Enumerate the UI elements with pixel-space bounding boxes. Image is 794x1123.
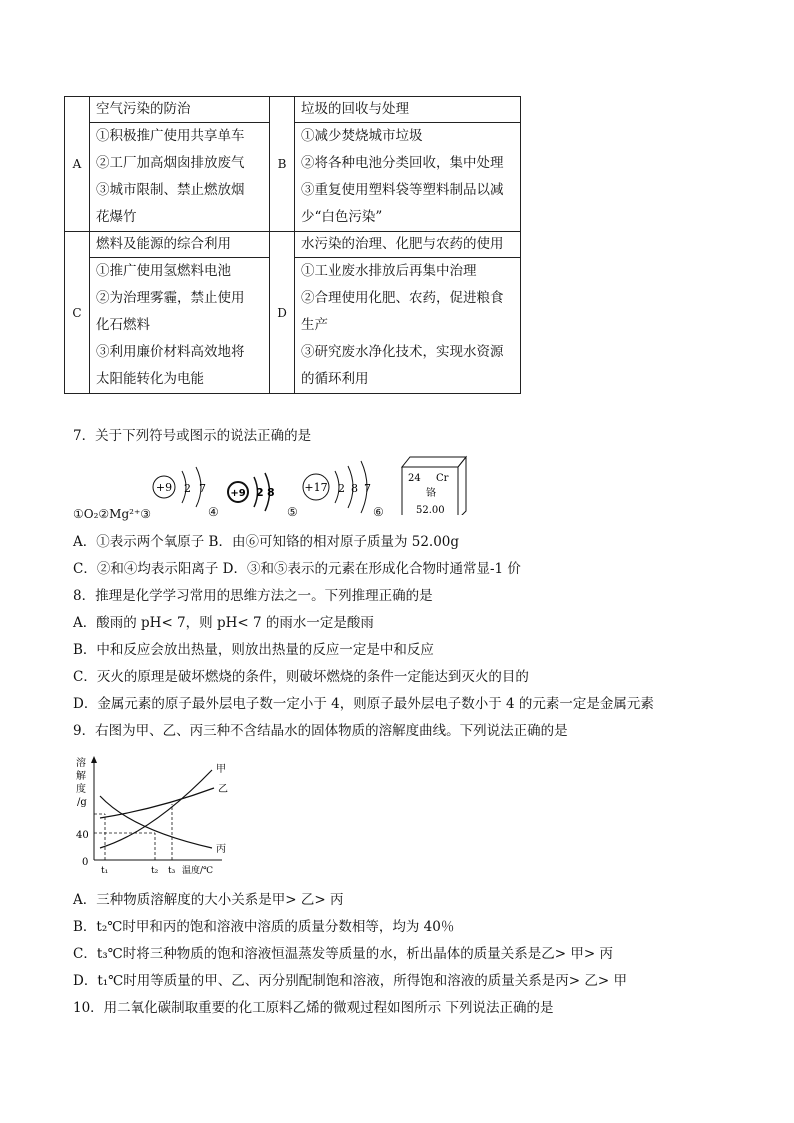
options-table — [64, 96, 521, 394]
shell-electrons: 7 — [199, 482, 206, 495]
cell-line: ②将各种电池分类回收，集中处理 — [301, 155, 504, 171]
origin-label: 0 — [82, 857, 89, 868]
shell-electrons: 2 — [256, 486, 264, 499]
cell-line: ①减少焚烧城市垃圾 — [301, 128, 423, 144]
cell-line: ②为治理雾霾，禁止使用 — [96, 290, 245, 306]
cell-line: ②工厂加高烟囱排放废气 — [96, 155, 245, 171]
shell-electrons: 7 — [364, 482, 371, 495]
y-axis-label: 解 — [76, 771, 86, 782]
question-7-stem: 7．关于下列符号或图示的说法正确的是 — [73, 428, 312, 444]
y-tick-label: 40 — [76, 830, 89, 841]
curve-jia — [100, 770, 212, 848]
cell-line: ①工业废水排放后再集中治理 — [301, 263, 477, 279]
x-axis-label: 温度/℃ — [182, 866, 214, 876]
option-cell-c — [90, 232, 270, 394]
figure-label: ⑥ — [373, 505, 384, 519]
cell-line: 少“白色污染” — [301, 209, 383, 225]
series-label: 丙 — [216, 844, 226, 855]
nucleus-charge: +9 — [230, 488, 246, 499]
atom-structure-figures — [140, 455, 530, 515]
question-8-option: A．酸雨的 pH< 7，则 pH< 7 的雨水一定是酸雨 — [73, 615, 374, 631]
cell-line: ③城市限制、禁止燃放烟 — [96, 182, 245, 198]
cell-heading: 燃料及能源的综合利用 — [90, 232, 269, 258]
question-9-option: B．t₂℃时甲和丙的饱和溶液中溶质的质量分数相等，均为 40％ — [73, 919, 455, 935]
cell-heading: 垃圾的回收与处理 — [295, 97, 520, 123]
solubility-curve-graph — [72, 752, 242, 882]
y-axis-label: /g — [77, 797, 87, 808]
element-name: 铬 — [426, 488, 436, 499]
shell-electrons: 2 — [338, 482, 345, 495]
question-8-option: C．灭火的原理是破坏燃烧的条件，则破坏燃烧的条件一定能达到灭火的目的 — [73, 669, 529, 685]
symbols-label: ①O₂②Mg²⁺③ — [73, 507, 152, 521]
nucleus-charge: +9 — [155, 481, 173, 494]
shell-electrons: 2 — [184, 482, 191, 495]
series-label: 乙 — [218, 784, 228, 795]
option-letter: C — [65, 232, 90, 394]
question-9-option: A．三种物质溶解度的大小关系是甲> 乙> 丙 — [73, 892, 344, 908]
cell-line: ①积极推广使用共享单车 — [96, 128, 245, 144]
figure-label: ⑤ — [287, 505, 298, 519]
option-letter: B — [270, 97, 295, 232]
shell-electrons: 8 — [351, 482, 358, 495]
shell-electrons: 8 — [267, 486, 275, 499]
curve-yi — [100, 788, 214, 818]
atom-diagram-cl — [303, 461, 371, 513]
cell-line: 的循环利用 — [301, 371, 369, 387]
cell-heading: 空气污染的防治 — [90, 97, 269, 123]
cell-line: 太阳能转化为电能 — [96, 371, 204, 387]
x-tick-label: t₂ — [151, 866, 159, 876]
series-label: 甲 — [216, 764, 226, 775]
cell-line: 花爆竹 — [96, 209, 137, 225]
element-symbol: Cr — [436, 473, 449, 484]
element-cell-cr — [402, 457, 466, 515]
question-8-option: D．金属元素的原子最外层电子数一定小于 4，则原子最外层电子数小于 4 的元素一定是金属元素 — [73, 696, 654, 712]
y-axis-label: 溶 — [76, 758, 86, 769]
cell-line: ③研究废水净化技术，实现水资源 — [301, 344, 504, 360]
nucleus-charge: +17 — [304, 481, 328, 494]
x-tick-label: t₁ — [101, 866, 109, 876]
option-letter: A — [65, 97, 90, 232]
atomic-mass: 52.00 — [416, 505, 445, 515]
table-row — [65, 97, 521, 232]
atomic-number: 24 — [408, 473, 421, 484]
option-cell-d — [295, 232, 521, 394]
ion-diagram-f — [228, 473, 275, 511]
question-8-stem: 8．推理是化学学习常用的思维方法之一。下列推理正确的是 — [73, 588, 433, 604]
cell-heading: 水污染的治理、化肥与农药的使用 — [295, 232, 520, 258]
curve-bing — [100, 796, 212, 848]
question-9-option: C．t₃℃时将三种物质的饱和溶液恒温蒸发等质量的水，析出晶体的质量关系是乙> 甲> 丙 — [73, 946, 613, 962]
y-axis-label: 度 — [76, 784, 86, 795]
x-tick-label: t₃ — [168, 866, 176, 876]
question-9-stem: 9．右图为甲、乙、丙三种不含结晶水的固体物质的溶解度曲线。下列说法正确的是 — [73, 723, 568, 739]
option-letter: D — [270, 232, 295, 394]
question-9-option: D．t₁℃时用等质量的甲、乙、丙分别配制饱和溶液，所得饱和溶液的质量关系是丙> 乙> 甲 — [73, 973, 627, 989]
option-cell-a — [90, 97, 270, 232]
cell-line: 化石燃料 — [96, 317, 150, 333]
table-row — [65, 232, 521, 394]
cell-line: ③利用廉价材料高效地将 — [96, 344, 245, 360]
cell-line: ①推广使用氢燃料电池 — [96, 263, 231, 279]
question-7-option: A．①表示两个氧原子 B．由⑥可知铬的相对原子质量为 52.00g — [73, 534, 460, 550]
question-8-option: B．中和反应会放出热量，则放出热量的反应一定是中和反应 — [73, 642, 434, 658]
cell-line: ③重复使用塑料袋等塑料制品以减 — [301, 182, 504, 198]
option-cell-b — [295, 97, 521, 232]
figure-label: ④ — [208, 505, 219, 519]
atom-diagram-f — [153, 467, 206, 507]
cell-line: 生产 — [301, 317, 328, 333]
question-7-option: C．②和④均表示阳离子 D．③和⑤表示的元素在形成化合物时通常显-1 价 — [73, 561, 521, 577]
cell-line: ②合理使用化肥、农药，促进粮食 — [301, 290, 504, 306]
question-10-stem: 10．用二氧化碳制取重要的化工原料乙烯的微观过程如图所示 下列说法正确的是 — [73, 1000, 554, 1016]
